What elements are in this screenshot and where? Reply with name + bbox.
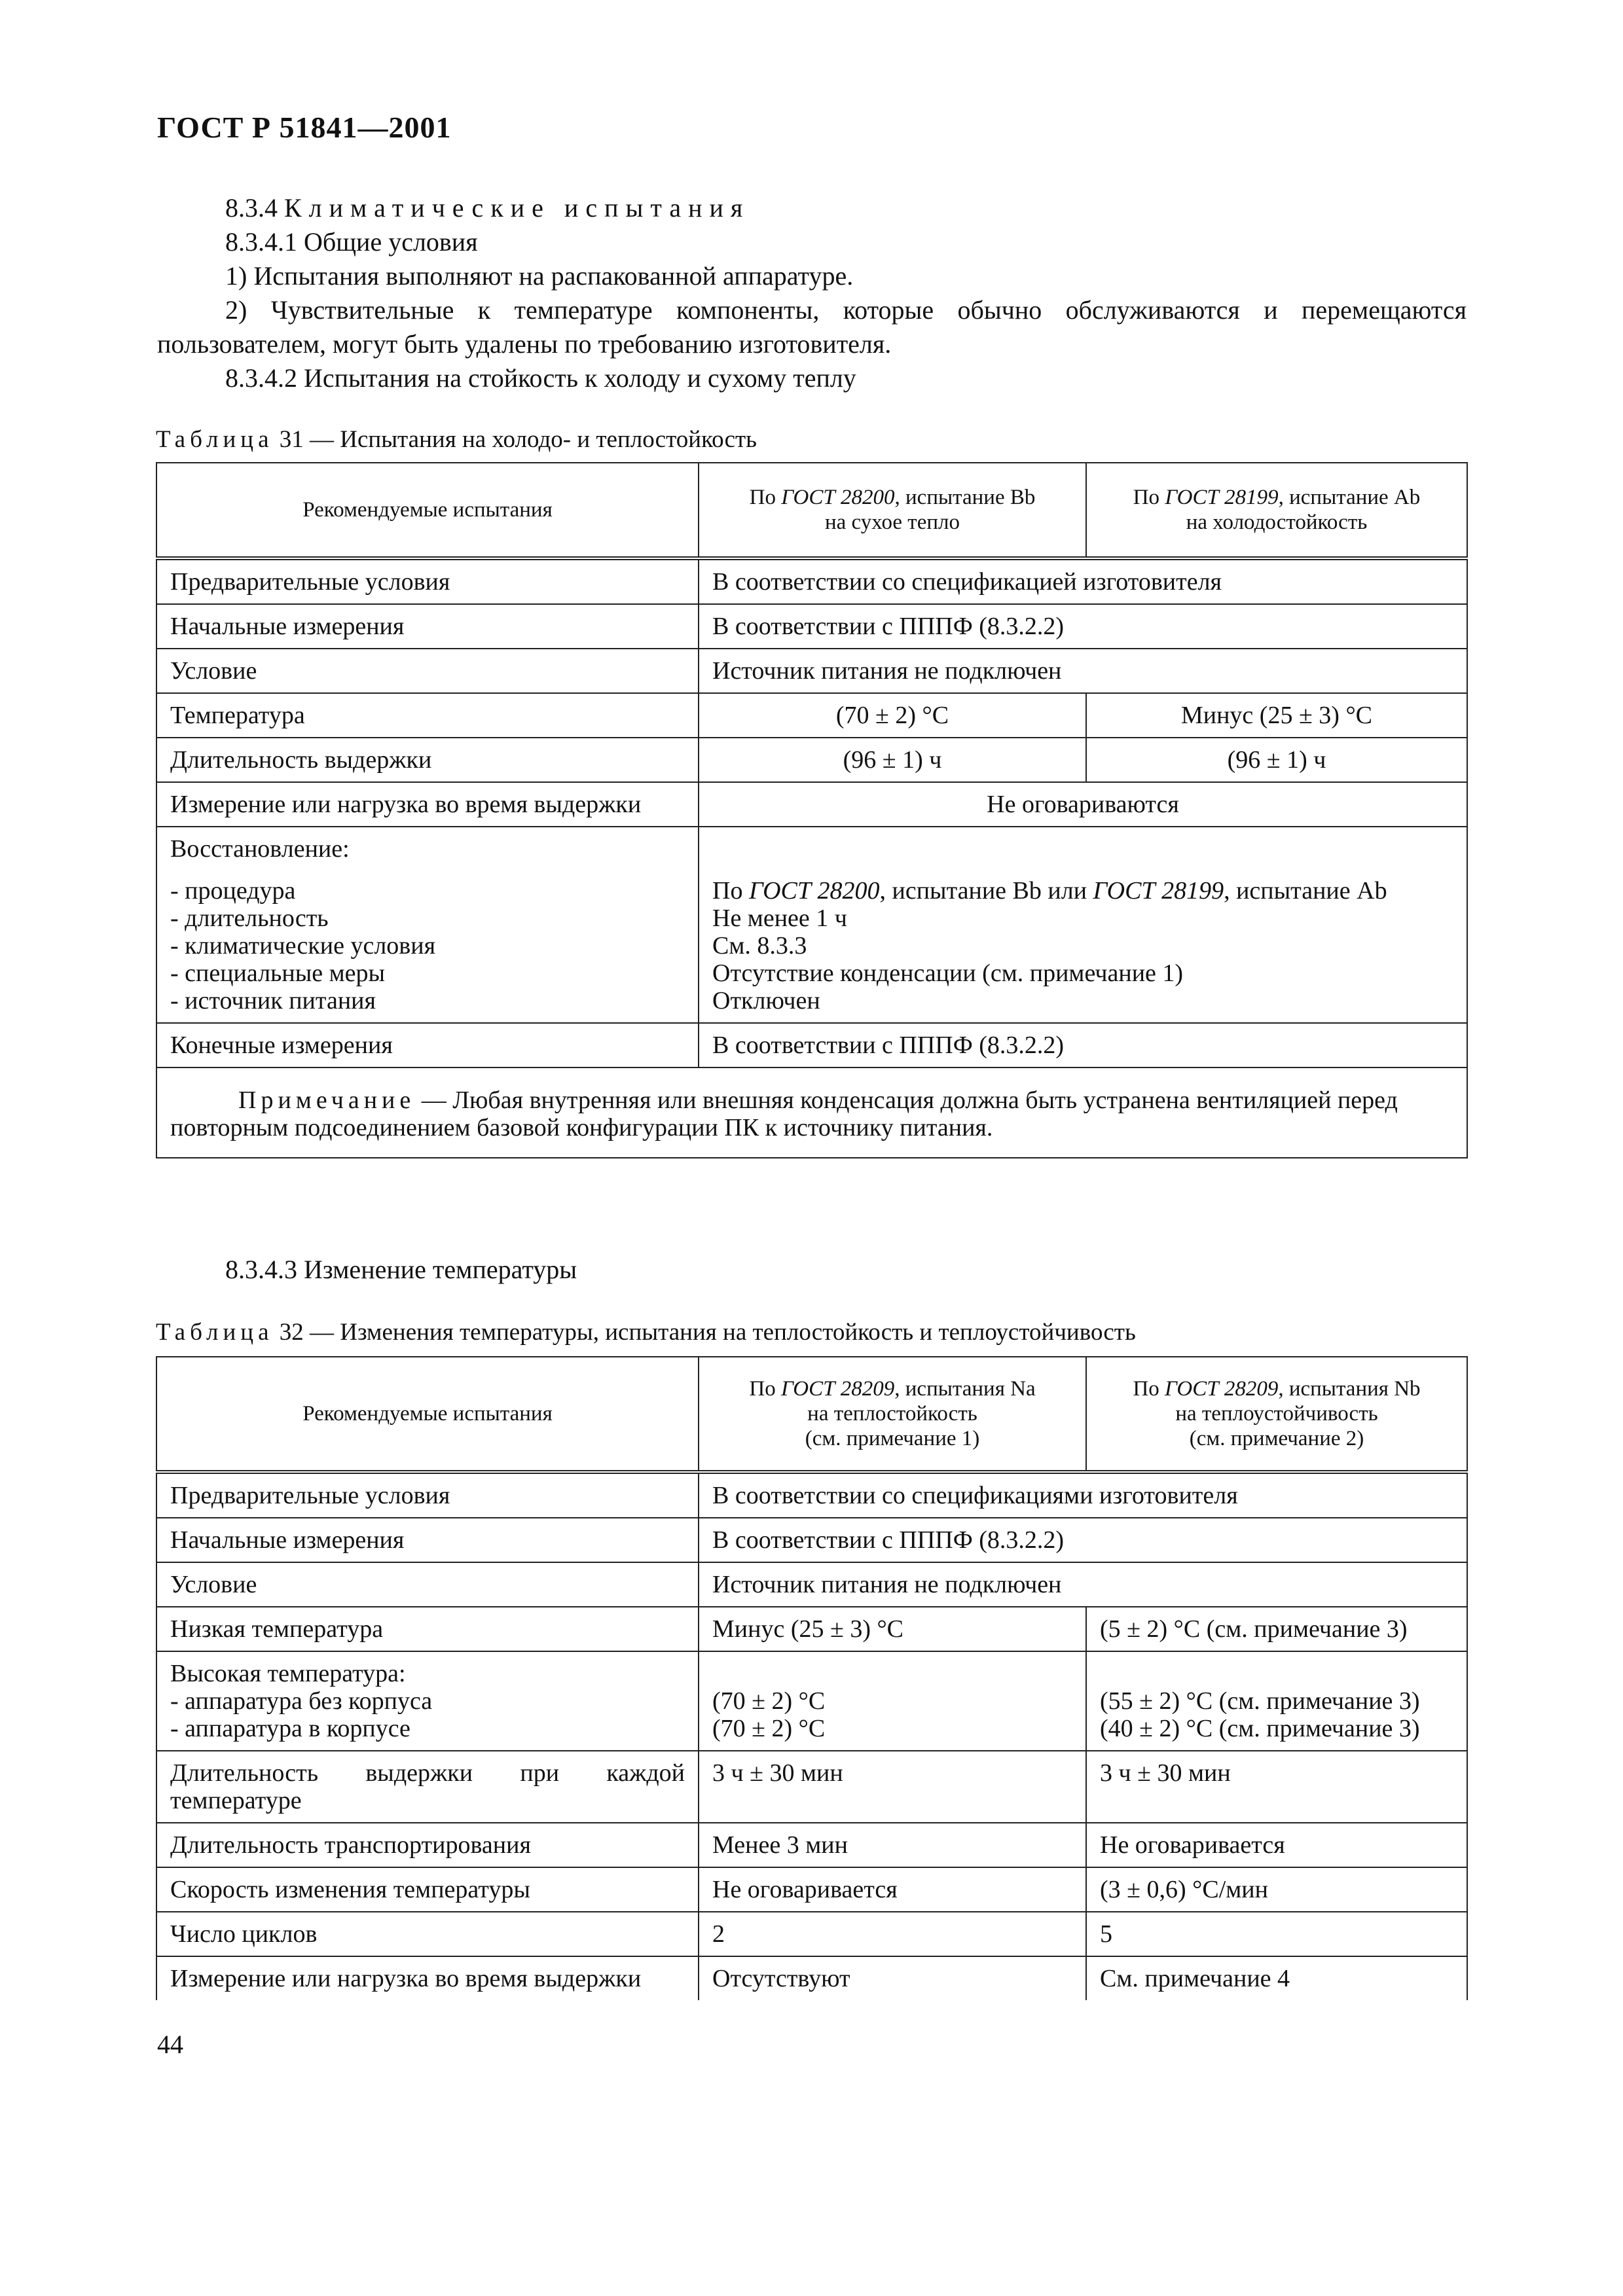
row-value: Минус (25 ± 3) °C [1086, 693, 1467, 738]
section-title: Климатические испытания [284, 193, 750, 223]
row-value: 3 ч ± 30 мин [1086, 1751, 1467, 1823]
table-header-row [156, 463, 1467, 558]
list-text: , испытание Bb или [879, 877, 1093, 905]
row-label: Длительность транспортирования [156, 1823, 699, 1867]
row-label: Начальные измерения [156, 604, 699, 649]
row-value: В соответствии с ПППФ (8.3.2.2) [699, 1518, 1467, 1562]
table-caption-label: Таблица [156, 1319, 274, 1346]
row-value: Не оговариваются [699, 782, 1467, 827]
document-code: ГОСТ Р 51841—2001 [157, 111, 452, 144]
row-value: (96 ± 1) ч [699, 738, 1086, 782]
section-8-3-4-3-heading: 8.3.4.3 Изменение температуры [225, 1255, 577, 1284]
header-text: , испытания Na [894, 1377, 1036, 1401]
header-cell-dry-heat [699, 463, 1086, 558]
header-text: , испытания Nb [1278, 1377, 1421, 1401]
list-item: См. 8.3.3 [712, 932, 807, 960]
list-item: (70 ± 2) °C [712, 1715, 826, 1742]
table-header-row [156, 1357, 1467, 1472]
row-label: Число циклов [156, 1912, 699, 1956]
header-text: , испытание Ab [1278, 486, 1421, 509]
table-row [156, 1472, 1467, 1518]
row-value [699, 1651, 1086, 1751]
row-label: Длительность выдержки [156, 738, 699, 782]
gost-reference: ГОСТ 28200 [748, 877, 880, 905]
list-item: - аппаратура в корпусе [170, 1715, 410, 1742]
table-note-row [156, 1067, 1467, 1158]
list-text: , испытание Ab [1224, 877, 1387, 905]
header-text: (см. примечание 1) [805, 1427, 980, 1450]
list-item: - источник питания [170, 987, 376, 1014]
header-cell-cold [1086, 463, 1467, 558]
row-value: Не оговаривается [1086, 1823, 1467, 1867]
list-item: - процедура [170, 877, 296, 905]
row-value: Отсутствуют [699, 1956, 1086, 2000]
row-label [156, 827, 699, 1023]
row-label: Предварительные условия [156, 1472, 699, 1518]
row-value: 3 ч ± 30 мин [699, 1751, 1086, 1823]
row-label: Температура [156, 693, 699, 738]
row-value: 5 [1086, 1912, 1467, 1956]
list-item [712, 877, 1453, 905]
row-label: Начальные измерения [156, 1518, 699, 1562]
header-cell-tests: Рекомендуемые испытания [156, 463, 699, 558]
table-row [156, 1912, 1467, 1956]
table-caption-label: Таблица [156, 426, 274, 453]
table-row [156, 1562, 1467, 1607]
row-value: Не оговаривается [699, 1867, 1086, 1912]
list-item: Не менее 1 ч [712, 905, 847, 932]
row-label: Конечные измерения [156, 1023, 699, 1067]
row-label-text: Высокая температура: [170, 1660, 406, 1687]
row-value: Менее 3 мин [699, 1823, 1086, 1867]
table-row [156, 738, 1467, 782]
header-text: По [749, 486, 782, 509]
header-text: на сухое тепло [824, 511, 960, 534]
table-row [156, 693, 1467, 738]
recovery-label: Восстановление: [170, 835, 350, 863]
table-row [156, 1956, 1467, 2000]
header-text: (см. примечание 2) [1189, 1427, 1364, 1450]
table-row [156, 1023, 1467, 1067]
table-row-recovery [156, 827, 1467, 1023]
row-value: В соответствии с ПППФ (8.3.2.2) [699, 604, 1467, 649]
table-row [156, 1518, 1467, 1562]
section-8-3-4-1-heading: 8.3.4.1 Общие условия [225, 227, 478, 257]
table-31 [156, 462, 1468, 1158]
header-text: на теплоустойчивость [1175, 1402, 1378, 1426]
section-8-3-4-2-heading: 8.3.4.2 Испытания на стойкость к холоду и сухому теплу [225, 363, 856, 393]
table-row [156, 1823, 1467, 1867]
gost-reference: ГОСТ 28209 [1165, 1377, 1279, 1401]
header-cell-heat-stability [1086, 1357, 1467, 1472]
row-label: Условие [156, 1562, 699, 1607]
list-item: (55 ± 2) °C (см. примечание 3) [1100, 1687, 1420, 1715]
row-label: Измерение или нагрузка во время выдержки [156, 1956, 699, 2000]
table-row [156, 1607, 1467, 1651]
table-row [156, 1867, 1467, 1912]
row-value: В соответствии со спецификацией изготовителя [699, 558, 1467, 604]
row-label: Скорость изменения температуры [156, 1867, 699, 1912]
row-value: (70 ± 2) °C [699, 693, 1086, 738]
table-row [156, 782, 1467, 827]
table-caption-text: 31 — Испытания на холодо- и теплостойкость [279, 426, 757, 453]
table-row [156, 604, 1467, 649]
row-value [699, 827, 1467, 1023]
header-text: на теплостойкость [807, 1402, 977, 1426]
table-32-caption [156, 1318, 1136, 1346]
row-label [156, 1651, 699, 1751]
table-row [156, 649, 1467, 693]
list-item: Отсутствие конденсации (см. примечание 1) [712, 960, 1184, 987]
row-value: В соответствии со спецификациями изготовителя [699, 1472, 1467, 1518]
header-text: По [749, 1377, 781, 1401]
row-label: Условие [156, 649, 699, 693]
row-value: Минус (25 ± 3) °C [699, 1607, 1086, 1651]
header-text: , испытание Bb [894, 486, 1036, 509]
list-item: Отключен [712, 987, 820, 1014]
table-row [156, 1651, 1467, 1751]
row-value: Источник питания не подключен [699, 649, 1467, 693]
gost-reference: ГОСТ 28209 [780, 1377, 895, 1401]
header-cell-heat-resistance [699, 1357, 1086, 1472]
page-number: 44 [157, 2030, 183, 2059]
gost-reference: ГОСТ 28199 [1165, 486, 1279, 509]
header-text: на холодостойкость [1186, 511, 1368, 534]
row-value: (96 ± 1) ч [1086, 738, 1467, 782]
section-8-3-4-heading [157, 191, 1467, 225]
row-label: Длительность выдержки при каждой температуре [156, 1751, 699, 1823]
list-item: (40 ± 2) °C (см. примечание 3) [1100, 1715, 1420, 1742]
list-item: (70 ± 2) °C [712, 1687, 826, 1715]
row-label: Предварительные условия [156, 558, 699, 604]
row-value: 2 [699, 1912, 1086, 1956]
row-value: (5 ± 2) °C (см. примечание 3) [1086, 1607, 1467, 1651]
list-item: - климатические условия [170, 932, 436, 960]
row-label: Низкая температура [156, 1607, 699, 1651]
row-value [1086, 1651, 1467, 1751]
note-label: Примечание [238, 1086, 416, 1114]
table-32 [156, 1356, 1468, 2000]
header-cell-tests: Рекомендуемые испытания [156, 1357, 699, 1472]
row-value: В соответствии с ПППФ (8.3.2.2) [699, 1023, 1467, 1067]
header-text: По [1133, 486, 1165, 509]
list-item: - аппаратура без корпуса [170, 1687, 433, 1715]
header-text: По [1133, 1377, 1165, 1401]
list-item: - специальные меры [170, 960, 386, 987]
row-value: См. примечание 4 [1086, 1956, 1467, 2000]
table-caption-text: 32 — Изменения температуры, испытания на теплостойкость и теплоустойчивость [279, 1319, 1136, 1346]
paragraph-2: 2) Чувствительные к температуре компоненты, которые обычно обслуживаются и перемещаются пользователем, могут быть удалены по требованию изготовителя. [157, 295, 1467, 359]
row-value: Источник питания не подключен [699, 1562, 1467, 1607]
table-note [156, 1067, 1467, 1158]
row-value: (3 ± 0,6) °C/мин [1086, 1867, 1467, 1912]
paragraph-1: 1) Испытания выполняют на распакованной аппаратуре. [225, 261, 854, 291]
gost-reference: ГОСТ 28200 [781, 486, 895, 509]
table-row [156, 1751, 1467, 1823]
gost-reference: ГОСТ 28199 [1093, 877, 1224, 905]
list-text: По [712, 877, 749, 905]
section-number: 8.3.4 [225, 193, 278, 223]
row-label: Измерение или нагрузка во время выдержки [156, 782, 699, 827]
table-31-caption [156, 425, 757, 454]
list-item: - длительность [170, 905, 329, 932]
note-text: — Любая внутренняя или внешняя конденсация должна быть устранена вентиляцией перед повторным подсоединением базовой конфигурации ПК к источнику питания. [170, 1086, 1398, 1141]
table-row [156, 558, 1467, 604]
